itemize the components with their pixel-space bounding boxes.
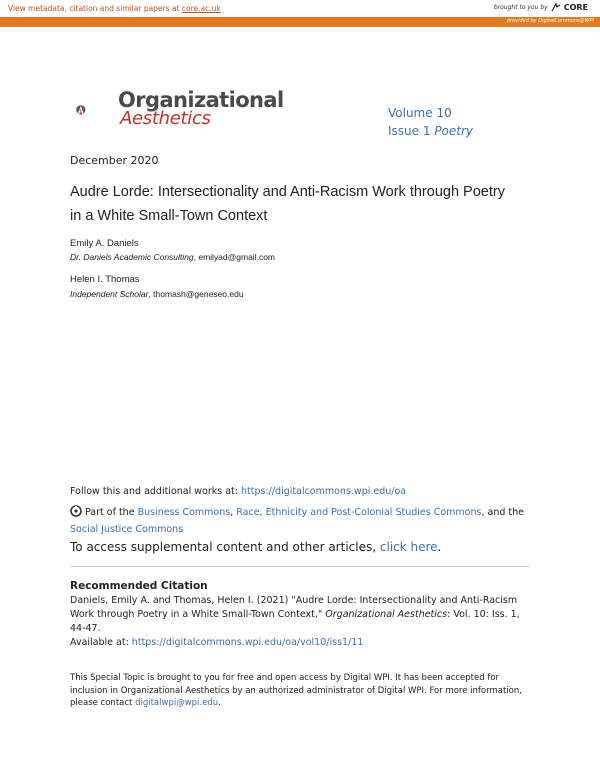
part-of-commons: Part of the Business Commons, Race, Ethnicity and Post-Colonial Studies Commons, and the Social Justice Commons bbox=[70, 507, 524, 535]
logo-wordmark-line2: Aesthetics bbox=[120, 108, 211, 129]
author-affiliation: Independent Scholar, thomash@geneseo.edu bbox=[70, 289, 244, 299]
oa-collection-link[interactable]: https://digitalcommons.wpi.edu/oa bbox=[241, 486, 407, 497]
supplemental-access-line: To access supplemental content and other articles, click here. bbox=[70, 540, 442, 554]
publication-date: December 2020 bbox=[70, 154, 159, 167]
article-title: Audre Lorde: Intersectionality and Anti-Racism Work through Poetry in a White Small-Town Context bbox=[70, 184, 505, 224]
brought-to-you-by: brought to you by CORE bbox=[493, 3, 588, 12]
author-name: Emily A. Daniels bbox=[70, 238, 139, 249]
divider bbox=[70, 566, 530, 567]
volume-label: Volume 10 bbox=[388, 106, 452, 120]
logo-wordmark-line1: Organizational bbox=[118, 88, 284, 112]
author-affiliation: Dr. Daniels Academic Consulting, emilyad@gmail.com bbox=[70, 252, 275, 262]
special-topic-notice: This Special Topic is brought to you for free and open access by Digital WPI. It has been accepted for inclusion in Organizational Aesthetics by an authorized administrator of Digital WPI. For more information, please contact digitalwpi@wpi.edu. bbox=[70, 673, 522, 708]
provided-by-text: provided by DigitalCommons@WPI bbox=[506, 18, 594, 24]
race-ethnicity-commons-link[interactable]: Race, Ethnicity and Post-Colonial Studies Commons bbox=[236, 507, 482, 518]
click-here-link[interactable]: click here bbox=[379, 540, 438, 554]
article-permalink[interactable]: https://digitalcommons.wpi.edu/oa/vol10/iss1/11 bbox=[131, 637, 364, 648]
recommended-citation-heading: Recommended Citation bbox=[70, 580, 208, 592]
business-commons-link[interactable]: Business Commons bbox=[137, 507, 231, 518]
social-justice-commons-link[interactable]: Social Justice Commons bbox=[70, 524, 184, 535]
core-ac-uk-link[interactable]: core.ac.uk bbox=[181, 4, 221, 13]
recommended-citation-text: Daniels, Emily A. and Thomas, Helen I. (2021) "Audre Lorde: Intersectionality and Anti-Racism Work through Poetry in a White Small-Town Context," Organizational Aesthetics: Vol. 10: Iss. 1, 44-47. Available at: https://digitalcommons.wpi.edu/oa/vol10/iss1/11 bbox=[70, 595, 520, 648]
organizational-aesthetics-logo-icon bbox=[76, 86, 122, 134]
core-logo-icon bbox=[551, 3, 561, 12]
core-metadata-line: View metadata, citation and similar papers at core.ac.uk bbox=[8, 4, 221, 13]
follow-line: Follow this and additional works at: https://digitalcommons.wpi.edu/oa bbox=[70, 486, 407, 497]
network-commons-icon bbox=[70, 505, 82, 517]
issue-label: Issue 1 Poetry bbox=[388, 124, 474, 138]
author-name: Helen I. Thomas bbox=[70, 274, 140, 285]
core-banner bbox=[0, 0, 600, 17]
contact-email-link[interactable]: digitalwpi@wpi.edu bbox=[135, 698, 219, 708]
